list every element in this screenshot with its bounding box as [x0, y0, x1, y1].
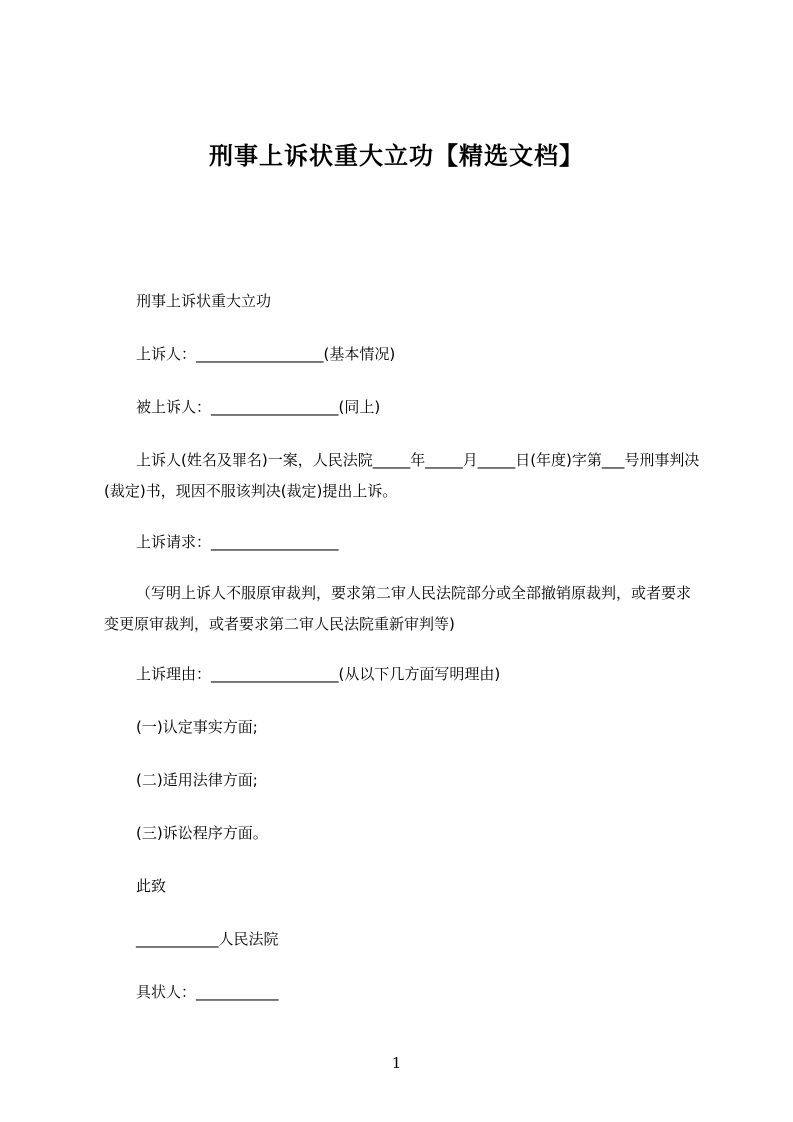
page-number: 1 [391, 1054, 402, 1072]
document-title: 刑事上诉状重大立功【精选文档】 [209, 142, 584, 170]
paragraph-salutation: 此致 [136, 877, 167, 895]
paragraph-court: ___________人民法院 [136, 930, 279, 948]
paragraph-case: 上诉人(姓名及罪名)一案，人民法院_____年_____月_____日(年度)字第___号刑事判决(裁定)书，现因不服该判决(裁定)提出上诉。 [104, 451, 700, 500]
paragraph-appellee: 被上诉人：_________________(同上) [136, 398, 381, 416]
paragraph-reasons: 上诉理由：_________________(从以下几方面写明理由) [136, 665, 501, 683]
paragraph-reason-facts: (一)认定事实方面; [136, 718, 258, 736]
paragraph-heading: 刑事上诉状重大立功 [136, 292, 272, 310]
paragraph-request: 上诉请求：_________________ [136, 533, 339, 551]
paragraph-appellant: 上诉人：_________________(基本情况) [136, 345, 396, 363]
paragraph-signatory: 具状人：___________ [136, 983, 279, 1001]
paragraph-reason-law: (二)适用法律方面; [136, 771, 258, 789]
paragraph-request-detail: （写明上诉人不服原审裁判，要求第二审人民法院部分或全部撤销原裁判，或者要求变更原审裁判，或者要求第二审人民法院重新审判等) [104, 584, 692, 633]
paragraph-reason-procedure: (三)诉讼程序方面。 [136, 824, 268, 842]
